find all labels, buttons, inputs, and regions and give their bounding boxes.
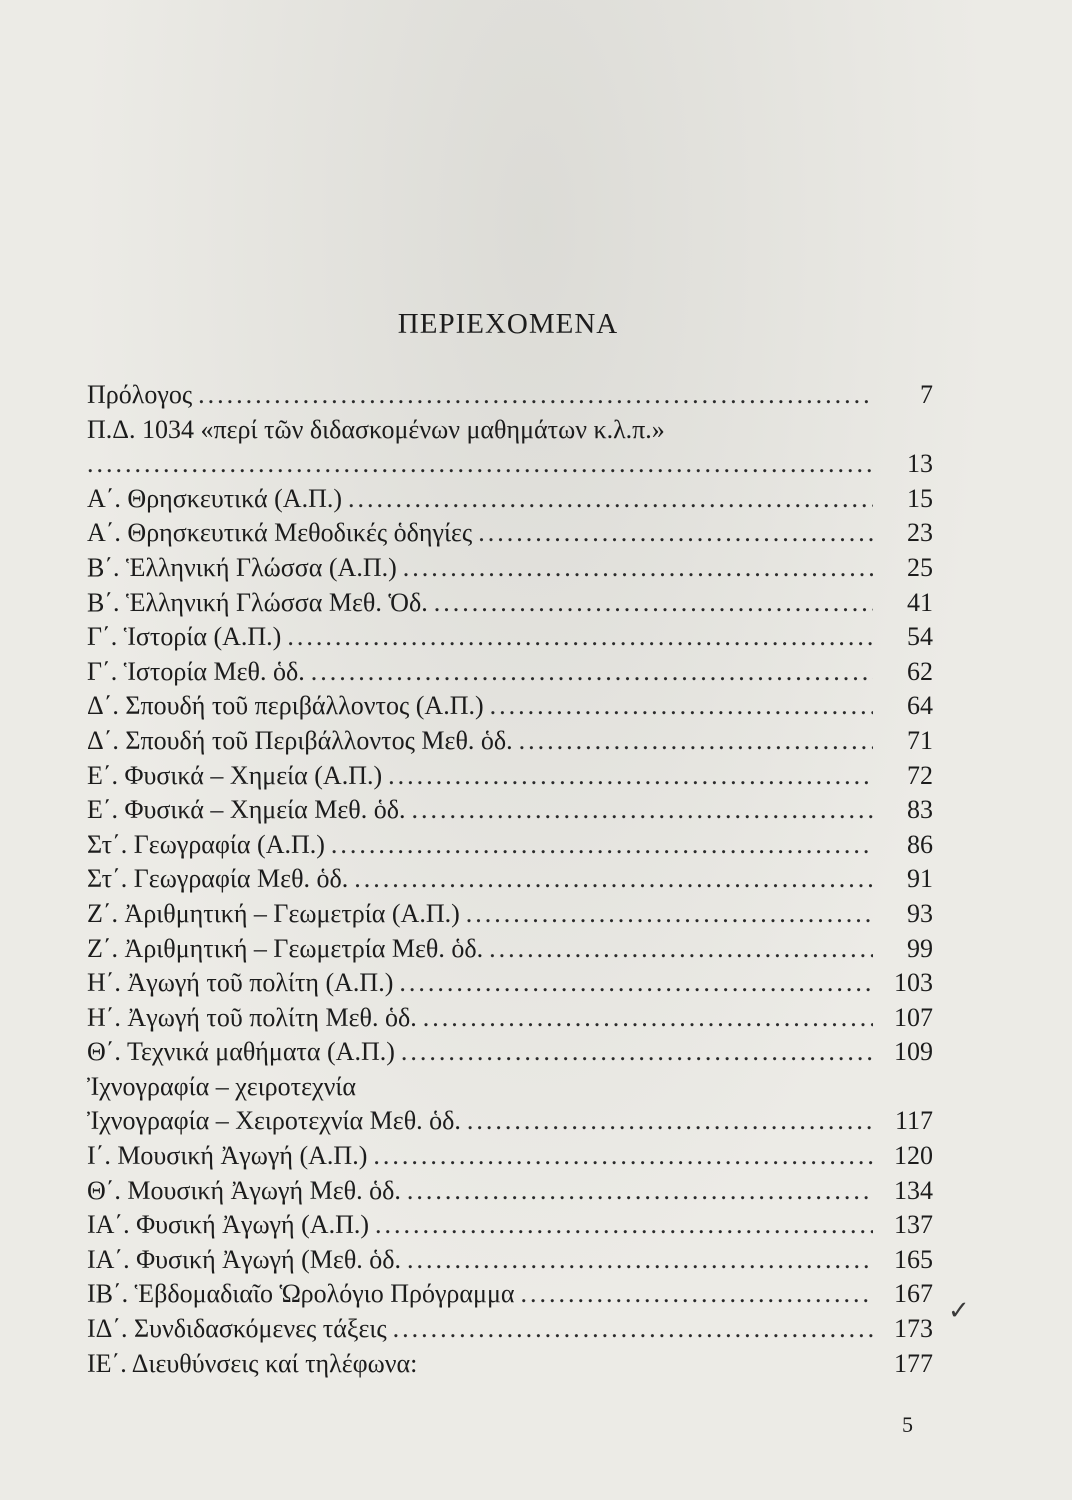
toc-entry xyxy=(87,380,933,415)
toc-entry-page: 109 xyxy=(894,1037,933,1067)
leader-dots xyxy=(287,622,873,652)
leader-dots xyxy=(348,484,873,514)
leader-dots xyxy=(466,899,873,929)
toc-entry xyxy=(87,1176,933,1211)
toc-entry-page: 167 xyxy=(894,1279,933,1309)
toc-entry-label: Η΄. Ἀγωγή τοῦ πολίτη Μεθ. ὁδ. xyxy=(87,1002,417,1032)
toc-entry-page: 173 xyxy=(894,1314,933,1344)
toc-entry-page: 64 xyxy=(907,691,933,721)
leader-dots xyxy=(354,864,873,894)
leader-dots xyxy=(407,1176,873,1206)
leader-dots xyxy=(519,726,873,756)
toc-entry-label: Ι΄. Μουσική Ἀγωγή (Α.Π.) xyxy=(87,1141,368,1171)
toc-entry-label: Ε΄. Φυσικά – Χημεία (Α.Π.) xyxy=(87,760,383,790)
toc-entry-page: 134 xyxy=(894,1175,933,1205)
toc-entry-label: Α΄. Θρησκευτικά (Α.Π.) xyxy=(87,483,342,513)
toc-entry-label: Θ΄. Μουσική Ἀγωγή Μεθ. ὁδ. xyxy=(87,1175,401,1205)
toc-entry-label: Στ΄. Γεωγραφία (Α.Π.) xyxy=(87,829,325,859)
toc-entry-page: 93 xyxy=(907,898,933,928)
toc-entry-label: Β΄. Ἑλληνική Γλώσσα (Α.Π.) xyxy=(87,552,397,582)
toc-entry xyxy=(87,899,933,934)
toc-entry-label: Π.Δ. 1034 «περί τῶν διδασκομένων μαθημάτων κ.λ.π.» xyxy=(87,414,665,444)
toc-entry xyxy=(87,1106,933,1141)
toc-entry-label: Ζ΄. Ἀριθμητική – Γεωμετρία (Α.Π.) xyxy=(87,898,460,928)
toc-entry-page: 165 xyxy=(894,1244,933,1274)
page-number: 5 xyxy=(902,1412,913,1437)
toc-entry-page: 83 xyxy=(907,795,933,825)
toc-entry-page: 41 xyxy=(907,587,933,617)
toc-entry-page: 54 xyxy=(907,622,933,652)
toc-entry-label: Στ΄. Γεωγραφία Μεθ. ὁδ. xyxy=(87,864,349,894)
leader-dots xyxy=(311,657,873,687)
leader-dots xyxy=(399,968,873,998)
toc-entry-label: Β΄. Ἑλληνική Γλώσσα Μεθ. Ὁδ. xyxy=(87,587,428,617)
toc-entry xyxy=(87,553,933,588)
toc-entry xyxy=(87,691,933,726)
toc-entry xyxy=(87,1072,933,1107)
toc-entry xyxy=(87,449,933,484)
leader-dots xyxy=(423,1003,873,1033)
toc-entry xyxy=(87,864,933,899)
leader-dots xyxy=(467,1106,873,1136)
toc-entry xyxy=(87,588,933,623)
toc-entry xyxy=(87,934,933,969)
toc-entry-label: Ἰχνογραφία – Χειροτεχνία Μεθ. ὁδ. xyxy=(87,1106,461,1136)
toc-entry-label: Ε΄. Φυσικά – Χημεία Μεθ. ὁδ. xyxy=(87,795,406,825)
toc-entry xyxy=(87,1279,933,1314)
toc-entry-label: Ἰχνογραφία – χειροτεχνία xyxy=(87,1071,356,1101)
toc-entry xyxy=(87,657,933,692)
leader-dots xyxy=(373,1141,873,1171)
toc-entry-label: ΙΕ΄. Διευθύνσεις καί τηλέφωνα: xyxy=(87,1348,418,1378)
toc-entry-page: 137 xyxy=(894,1210,933,1240)
toc-entry-page: 177 xyxy=(894,1348,933,1378)
toc-entry xyxy=(87,1141,933,1176)
toc-entry-page: 91 xyxy=(907,864,933,894)
leader-dots xyxy=(412,795,873,825)
page-title: ΠΕΡΙΕΧΟΜΕΝΑ xyxy=(397,308,619,340)
toc-entry-label: ΙΑ΄. Φυσική Ἀγωγή (Μεθ. ὁδ. xyxy=(87,1244,402,1274)
toc-entry xyxy=(87,726,933,761)
toc-entry-page: 7 xyxy=(920,380,933,409)
toc-entry-page: 62 xyxy=(907,656,933,686)
leader-dots xyxy=(87,449,873,479)
leader-dots xyxy=(489,934,873,964)
toc-entry-label: ΙΔ΄. Συνδιδασκόμενες τάξεις xyxy=(87,1314,387,1344)
toc-entry xyxy=(87,1003,933,1038)
toc-entry xyxy=(87,795,933,830)
toc-entry-page: 117 xyxy=(894,1106,933,1136)
toc-entry-page: 120 xyxy=(894,1141,933,1171)
toc-entry xyxy=(87,518,933,553)
toc-entry-label: ΙΒ΄. Ἑβδομαδιαῖο Ὡρολόγιο Πρόγραμμα xyxy=(87,1279,515,1309)
toc-entry-page: 86 xyxy=(907,829,933,859)
toc-entry xyxy=(87,1245,933,1280)
toc-entry-label: Ζ΄. Ἀριθμητική – Γεωμετρία Μεθ. ὁδ. xyxy=(87,933,484,963)
leader-dots xyxy=(521,1279,873,1309)
leader-dots xyxy=(403,553,873,583)
toc-entry xyxy=(87,484,933,519)
leader-dots xyxy=(375,1210,873,1240)
toc-entry-page: 99 xyxy=(907,933,933,963)
toc-entry-page: 71 xyxy=(907,725,933,755)
leader-dots xyxy=(478,518,873,548)
toc-entry-label: Α΄. Θρησκευτικά Μεθοδικές ὁδηγίες xyxy=(87,518,473,548)
table-of-contents xyxy=(87,380,933,1383)
leader-dots xyxy=(198,380,873,410)
toc-entry-page: 103 xyxy=(894,968,933,998)
toc-entry-page: 13 xyxy=(907,449,933,479)
toc-entry-page: 25 xyxy=(907,552,933,582)
leader-dots xyxy=(388,761,873,791)
toc-entry xyxy=(87,415,933,450)
handwritten-checkmark-icon: ✓ xyxy=(948,1296,970,1325)
toc-entry-label: Θ΄. Τεχνικά μαθήματα (Α.Π.) xyxy=(87,1037,395,1067)
toc-entry xyxy=(87,830,933,865)
toc-entry-label: Γ΄. Ἱστορία (Α.Π.) xyxy=(87,622,282,652)
toc-entry xyxy=(87,1314,933,1349)
toc-entry xyxy=(87,968,933,1003)
leader-dots xyxy=(434,588,873,618)
toc-entry xyxy=(87,1349,933,1384)
toc-entry-label: Δ΄. Σπουδή τοῦ Περιβάλλοντος Μεθ. ὁδ. xyxy=(87,725,513,755)
toc-entry-label: Πρόλογος xyxy=(87,380,193,409)
toc-entry-page: 15 xyxy=(907,483,933,513)
toc-entry-label: ΙΑ΄. Φυσική Ἀγωγή (Α.Π.) xyxy=(87,1210,370,1240)
toc-entry-page: 72 xyxy=(907,760,933,790)
leader-dots xyxy=(401,1037,873,1067)
leader-dots xyxy=(331,830,873,860)
toc-entry xyxy=(87,1210,933,1245)
toc-entry xyxy=(87,1037,933,1072)
toc-entry xyxy=(87,622,933,657)
toc-entry-label: Δ΄. Σπουδή τοῦ περιβάλλοντος (Α.Π.) xyxy=(87,691,484,721)
leader-dots xyxy=(407,1245,873,1275)
toc-entry xyxy=(87,761,933,796)
toc-entry-page: 107 xyxy=(894,1002,933,1032)
leader-dots xyxy=(393,1314,873,1344)
leader-dots xyxy=(490,691,873,721)
toc-entry-label: Η΄. Ἀγωγή τοῦ πολίτη (Α.Π.) xyxy=(87,968,394,998)
toc-entry-page: 23 xyxy=(907,518,933,548)
toc-entry-label: Γ΄. Ἱστορία Μεθ. ὁδ. xyxy=(87,656,305,686)
